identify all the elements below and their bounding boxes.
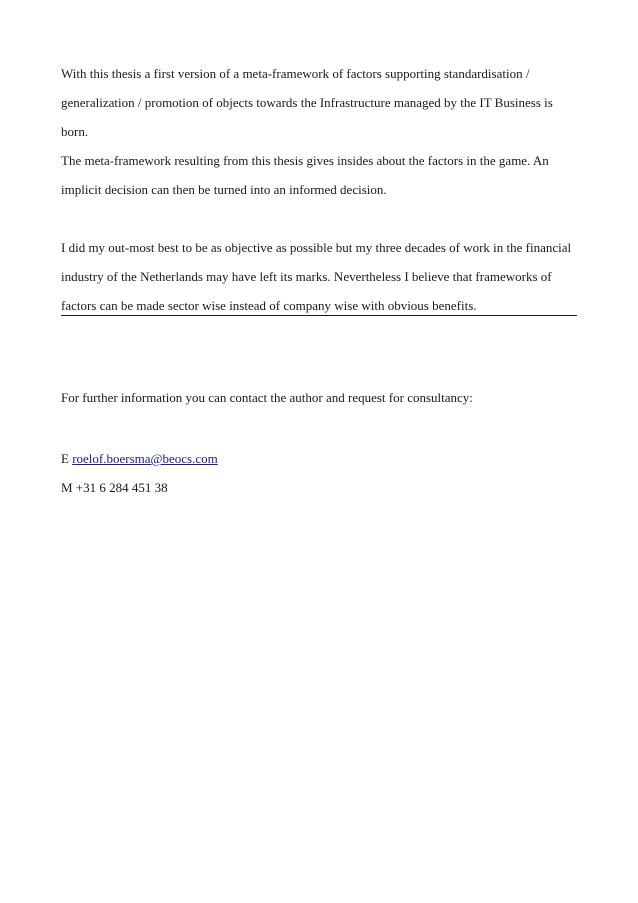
contact-email-row xyxy=(61,451,218,467)
text-line: implicit decision can then be turned into an informed decision. xyxy=(61,182,387,197)
text-line: factors can be made sector wise instead of company wise with obvious benefits. xyxy=(61,298,477,313)
paragraph-objectivity xyxy=(61,233,581,320)
contact-phone: M +31 6 284 451 38 xyxy=(61,480,168,495)
paragraph-thesis-intro xyxy=(61,59,581,146)
email-prefix: E xyxy=(61,451,73,466)
text-line: The meta-framework resulting from this thesis gives insides about the factors in the game. An xyxy=(61,153,549,168)
text-line: With this thesis a first version of a meta-framework of factors supporting standardisation / xyxy=(61,66,530,81)
contact-intro: For further information you can contact the author and request for consultancy: xyxy=(61,390,473,405)
text-line: industry of the Netherlands may have left its marks. Nevertheless I believe that frameworks of xyxy=(61,269,552,284)
horizontal-divider xyxy=(61,315,577,316)
text-line: I did my out-most best to be as objective as possible but my three decades of work in the financial xyxy=(61,240,572,255)
text-line: born. xyxy=(61,124,89,139)
paragraph-meta-framework xyxy=(61,146,581,204)
text-line: generalization / promotion of objects towards the Infrastructure managed by the IT Business is xyxy=(61,95,553,110)
email-link[interactable]: roelof.boersma@beocs.com xyxy=(72,451,218,466)
